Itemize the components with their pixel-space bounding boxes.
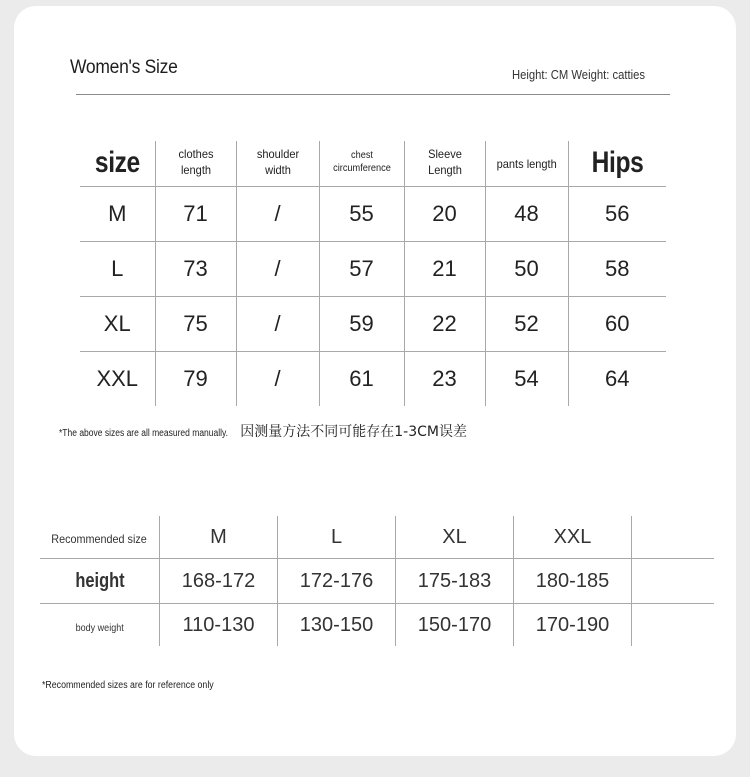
height-cell: 168-172	[160, 559, 278, 604]
recommend-size-cell: XL	[396, 516, 514, 559]
measurement-note-en: *The above sizes are all measured manually.	[59, 428, 228, 439]
table-cell: 23	[404, 352, 485, 407]
recommend-empty-cell	[632, 559, 715, 604]
recommend-header-label: Recommended size	[51, 531, 148, 546]
table-cell: 73	[155, 242, 236, 297]
table-cell: 57	[319, 242, 404, 297]
recommend-height-row	[40, 559, 714, 604]
recommend-header-row	[40, 516, 714, 559]
table-cell: /	[236, 242, 319, 297]
table-cell: 75	[155, 297, 236, 352]
table-cell: 60	[568, 297, 666, 352]
recommend-size-cell: M	[160, 516, 278, 559]
size-cell: L	[80, 242, 155, 297]
recommend-empty-cell	[632, 604, 715, 647]
table-cell: 48	[485, 187, 568, 242]
height-cell: 175-183	[396, 559, 514, 604]
height-cell: 172-176	[278, 559, 396, 604]
recommend-empty-cell	[632, 516, 715, 559]
table-cell: 55	[319, 187, 404, 242]
table-row	[80, 352, 666, 407]
header-hips: Hips	[568, 141, 666, 187]
table-cell: 52	[485, 297, 568, 352]
table-cell: 61	[319, 352, 404, 407]
weight-cell: 150-170	[396, 604, 514, 647]
table-cell: 58	[568, 242, 666, 297]
table-cell: 79	[155, 352, 236, 407]
recommend-size-cell: XXL	[514, 516, 632, 559]
table-cell: /	[236, 352, 319, 407]
table-cell: /	[236, 297, 319, 352]
table-cell: 54	[485, 352, 568, 407]
table-cell: 22	[404, 297, 485, 352]
table-cell: 50	[485, 242, 568, 297]
table-cell: 64	[568, 352, 666, 407]
weight-cell: 110-130	[160, 604, 278, 647]
table-cell: 56	[568, 187, 666, 242]
title-divider	[76, 94, 670, 95]
table-row	[80, 187, 666, 242]
chart-title: Women's Size	[70, 57, 178, 78]
table-cell: 71	[155, 187, 236, 242]
weight-label: body weight	[40, 604, 160, 647]
size-cell: XXL	[80, 352, 155, 407]
recommendation-note: *Recommended sizes are for reference only	[42, 680, 214, 691]
recommendation-table	[40, 516, 714, 646]
measurement-note-zh: 因测量方法不同可能存在1-3CM误差	[240, 424, 467, 440]
table-row	[80, 242, 666, 297]
table-cell: /	[236, 187, 319, 242]
unit-note: Height: CM Weight: catties	[512, 68, 645, 82]
size-cell: M	[80, 187, 155, 242]
table-cell: 59	[319, 297, 404, 352]
recommend-weight-row	[40, 604, 714, 647]
table-cell: 21	[404, 242, 485, 297]
height-cell: 180-185	[514, 559, 632, 604]
header-shoulder-width: shoulder width	[236, 141, 319, 187]
height-label: height	[40, 559, 160, 604]
header-clothes-length: clothes length	[155, 141, 236, 187]
header-pants-length: pants length	[485, 141, 568, 187]
size-table	[80, 141, 666, 406]
size-table-header	[80, 141, 666, 187]
weight-cell: 130-150	[278, 604, 396, 647]
size-cell: XL	[80, 297, 155, 352]
header-sleeve-length: Sleeve Length	[404, 141, 485, 187]
measurement-note	[59, 421, 467, 441]
weight-cell: 170-190	[514, 604, 632, 647]
header-size: size	[94, 146, 140, 180]
recommend-size-cell: L	[278, 516, 396, 559]
table-row	[80, 297, 666, 352]
header-chest-circumference: chest circumference	[319, 141, 404, 187]
table-cell: 20	[404, 187, 485, 242]
